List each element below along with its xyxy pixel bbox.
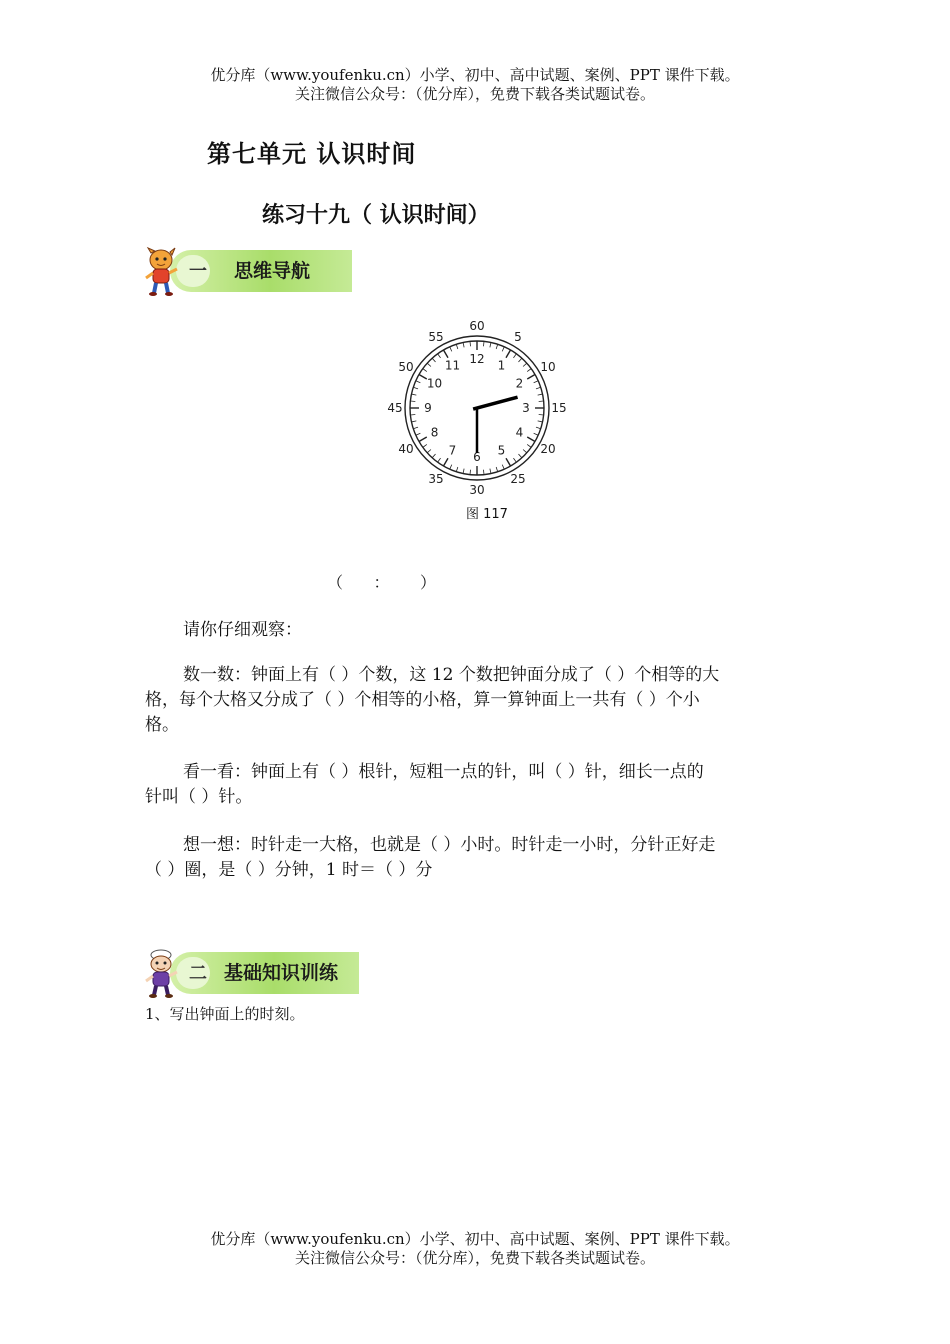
clock-minute-tick — [463, 342, 464, 347]
header-line-1: 优分库（www.youfenku.cn）小学、初中、高中试题、案例、PPT 课件下载。 — [210, 66, 740, 84]
clock-minute-tick — [463, 469, 464, 474]
clock-minute-tick — [413, 387, 418, 389]
clock-minute-tick — [456, 467, 458, 472]
clock-minute-tick — [536, 387, 541, 389]
clock-minute-number: 60 — [469, 319, 485, 333]
section-banner-1 — [144, 247, 352, 297]
clock-hour-number: 11 — [444, 358, 461, 373]
clock-minute-number: 15 — [551, 401, 567, 415]
clock-hour-number: 12 — [469, 352, 485, 366]
clock-minute-tick — [416, 433, 421, 435]
section-number: 一 — [189, 261, 207, 282]
clock-minute-tick — [416, 381, 421, 383]
clock-minute-tick — [523, 363, 527, 366]
clock-minute-number: 25 — [510, 472, 526, 487]
clock-hour-tick — [506, 458, 511, 466]
clock-minute-tick — [518, 358, 521, 362]
clock-minute-tick — [413, 427, 418, 429]
clock-hour-number: 2 — [515, 376, 524, 391]
clock-minute-tick — [490, 342, 491, 347]
clock-minute-number: 45 — [387, 401, 403, 415]
clock-minute-number: 35 — [428, 472, 444, 487]
section-label: 思维导航 — [234, 260, 311, 282]
cartoon-chef-icon — [144, 949, 180, 999]
clock-minute-tick — [496, 467, 498, 472]
clock-minute-number: 10 — [540, 360, 556, 374]
clock-hour-tick — [419, 375, 427, 380]
clock-minute-tick — [490, 469, 491, 474]
clock-minute-tick — [502, 465, 504, 470]
unit-title: 第七单元 认识时间 — [207, 140, 417, 168]
clock-minute-tick — [410, 414, 415, 415]
clock-hour-tick — [419, 437, 427, 442]
clock-hour-number: 3 — [522, 401, 530, 415]
cartoon-mascot-icon — [144, 247, 180, 297]
clock-minute-tick — [527, 369, 531, 372]
clock-minute-tick — [538, 421, 543, 422]
clock-minute-tick — [470, 341, 471, 346]
clock-minute-number: 5 — [514, 329, 522, 344]
clock-minute-tick — [423, 369, 427, 372]
clock-hour-number: 8 — [430, 425, 439, 440]
clock-minute-tick — [496, 344, 498, 349]
clock-minute-tick — [432, 358, 435, 362]
clock-minute-tick — [438, 458, 441, 462]
clock-hour-number: 1 — [497, 358, 506, 373]
clock-minute-tick — [423, 444, 427, 447]
clock-minute-tick — [534, 381, 539, 383]
count-line-1: 数一数：钟面上有（ ）个数，这 12 个数把钟面分成了（ ）个相等的大 — [183, 665, 720, 685]
clock-hour-tick — [527, 375, 535, 380]
think-line-2: （ ）圈，是（ ）分钟，1 时＝（ ）分 — [145, 860, 433, 880]
exercise-title: 练习十九（ 认识时间） — [262, 203, 490, 228]
clock-face — [385, 319, 567, 497]
clock-minute-tick — [536, 427, 541, 429]
clock-minute-tick — [427, 449, 431, 452]
clock-minute-tick — [411, 394, 416, 395]
count-line-2: 格，每个大格又分成了（ ）个相等的小格，算一算钟面上一共有（ ）个小 — [145, 690, 700, 710]
clock-minute-tick — [502, 347, 504, 352]
clock-minute-number: 55 — [428, 329, 444, 344]
clock-hour-tick — [444, 350, 449, 358]
clock-minute-tick — [539, 414, 544, 415]
observe-prompt — [145, 618, 805, 643]
clock-hour-number: 6 — [473, 450, 481, 464]
clock-hour-number: 7 — [448, 443, 457, 458]
clock-minute-tick — [411, 421, 416, 422]
clock-minute-tick — [538, 394, 543, 395]
clock-minute-tick — [450, 347, 452, 352]
clock-hour-number: 10 — [426, 376, 443, 391]
section-label: 基础知识训练 — [224, 962, 339, 984]
clock-minute-tick — [534, 433, 539, 435]
think-line-1: 想一想：时针走一大格，也就是（ ）小时。时针走一小时，分针正好走 — [183, 835, 716, 855]
clock-hour-number: 9 — [424, 401, 432, 415]
look-line-1: 看一看：钟面上有（ ）根针，短粗一点的针，叫（ ）针，细长一点的 — [183, 762, 704, 782]
clock-minute-tick — [438, 354, 441, 358]
clock-minute-tick — [483, 470, 484, 475]
clock-minute-tick — [513, 458, 516, 462]
count-paragraph — [145, 663, 805, 738]
look-paragraph — [145, 760, 805, 810]
clock-hour-number: 4 — [515, 425, 524, 440]
section-number: 二 — [189, 963, 207, 984]
footer-line-1: 优分库（www.youfenku.cn）小学、初中、高中试题、案例、PPT 课件下载。 — [210, 1230, 740, 1248]
clock-hour-tick — [444, 458, 449, 466]
clock-hour-tick — [506, 350, 511, 358]
clock-minute-number: 20 — [540, 442, 556, 456]
time-answer-blank[interactable]: （ ： ） — [327, 573, 437, 592]
look-line-2: 针叫（ ）针。 — [145, 787, 253, 807]
figure-caption: 图 117 — [466, 507, 508, 522]
clock-minute-tick — [539, 401, 544, 402]
clock-minute-tick — [523, 449, 527, 452]
observe-text: 请你仔细观察： — [183, 620, 302, 640]
clock-minute-tick — [432, 454, 435, 458]
question-1: 1、写出钟面上的时刻。 — [145, 1005, 305, 1023]
clock-minute-tick — [513, 354, 516, 358]
clock-hour-hand — [473, 397, 517, 409]
clock-hour-tick — [527, 437, 535, 442]
clock-minute-tick — [483, 341, 484, 346]
clock-minute-number: 50 — [398, 360, 414, 374]
clock-minute-tick — [518, 454, 521, 458]
clock-minute-tick — [527, 444, 531, 447]
clock-minute-number: 30 — [469, 483, 485, 497]
clock-minute-tick — [470, 470, 471, 475]
clock-minute-tick — [427, 363, 431, 366]
footer-line-2: 关注微信公众号：（优分库），免费下载各类试题试卷。 — [294, 1249, 655, 1267]
clock-minute-number: 40 — [398, 442, 414, 456]
section-banner-2 — [144, 949, 360, 999]
count-line-3: 格。 — [145, 715, 179, 735]
think-paragraph — [145, 833, 805, 883]
header-line-2: 关注微信公众号：（优分库），免费下载各类试题试卷。 — [294, 85, 655, 103]
clock-minute-tick — [410, 401, 415, 402]
clock-minute-tick — [456, 344, 458, 349]
clock-hour-number: 5 — [497, 443, 506, 458]
clock-minute-tick — [450, 465, 452, 470]
clock-root — [387, 319, 566, 497]
